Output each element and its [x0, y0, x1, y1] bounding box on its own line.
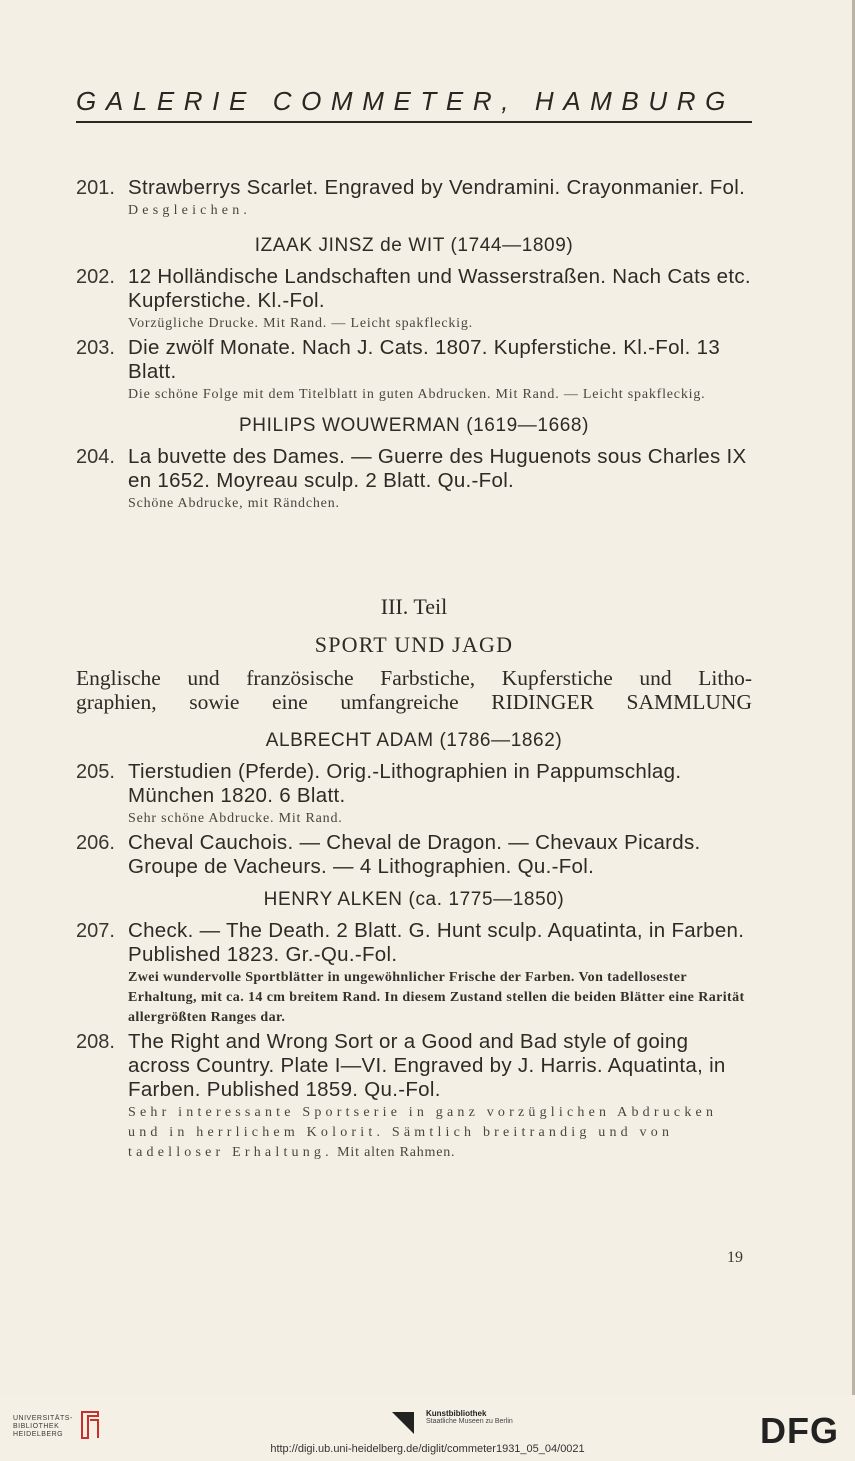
- section-intro: [76, 666, 752, 714]
- catalog-entry-203: [76, 336, 752, 405]
- section-title: SPORT UND JAGD: [314, 632, 514, 657]
- kunstbibliothek-subtitle: Staatliche Museen zu Berlin: [426, 1418, 513, 1425]
- artist-heading-wouwerman: PHILIPS WOUWERMAN (1619—1668): [239, 415, 589, 436]
- entry-note: Zwei wundervolle Sportblätter in ungewöhnlicher Frische der Farben. Von tadellosester Erhaltung, mit ca. 14 cm breitem Rand. In diesem Zustand stellen die beiden Blätter eine Rarität allergrößten Ranges dar.: [128, 970, 745, 1025]
- page-header: GALERIE COMMETER, HAMBURG: [76, 86, 735, 116]
- university-emblem-icon: [78, 1410, 102, 1440]
- entry-note: [128, 1103, 752, 1163]
- catalog-entry-205: [76, 760, 752, 829]
- entry-note: Desgleichen.: [128, 203, 252, 218]
- university-line-3: HEIDELBERG: [13, 1431, 64, 1438]
- university-line-1: UNIVERSITÄTS-: [13, 1415, 73, 1422]
- entry-number: 202.: [76, 266, 115, 288]
- university-line-2: BIBLIOTHEK: [13, 1423, 60, 1430]
- catalog-entry-206: [76, 831, 752, 879]
- kunstbibliothek-name: Kunstbibliothek: [426, 1409, 487, 1418]
- entry-text: Strawberrys Scarlet. Engraved by Vendramini. Crayonmanier. Fol.: [128, 176, 746, 199]
- entry-text: The Right and Wrong Sort or a Good and Bad style of going across Country. Plate I—VI. Engraved by J. Harris. Aquatinta, in Farben. Published 1859. Qu.-Fol.: [128, 1030, 726, 1101]
- entry-number: 204.: [76, 446, 115, 468]
- entry-text: Tierstudien (Pferde). Orig.-Lithographien in Pappumschlag. München 1820. 6 Blatt.: [128, 760, 682, 807]
- dfg-logo: DFG: [760, 1410, 839, 1451]
- page-number: 19: [727, 1249, 743, 1266]
- entry-note: Vorzügliche Drucke. Mit Rand. — Leicht spakfleckig.: [128, 316, 473, 331]
- entry-number: 206.: [76, 832, 115, 854]
- entry-note: Sehr schöne Abdrucke. Mit Rand.: [128, 811, 343, 826]
- entry-text: Die zwölf Monate. Nach J. Cats. 1807. Kupferstiche. Kl.-Fol. 13 Blatt.: [128, 336, 721, 383]
- section-gap: [76, 514, 752, 594]
- artist-heading-adam: ALBRECHT ADAM (1786—1862): [265, 730, 563, 751]
- entry-number: 201.: [76, 177, 115, 199]
- artist-heading-de-wit: IZAAK JINSZ de WIT (1744—1809): [254, 235, 574, 256]
- entry-note: Schöne Abdrucke, mit Rändchen.: [128, 496, 340, 511]
- entry-text: Check. — The Death. 2 Blatt. G. Hunt sculp. Aquatinta, in Farben. Published 1823. Gr.-Qu.-Fol.: [128, 919, 745, 966]
- entry-text: La buvette des Dames. — Guerre des Huguenots sous Charles IX en 1652. Moyreau sculp. 2 Blatt. Qu.-Fol.: [128, 445, 747, 492]
- artist-heading-alken: HENRY ALKEN (ca. 1775—1850): [263, 889, 565, 910]
- catalog-entry-204: [76, 445, 752, 514]
- kunstbibliothek-logo-icon: [392, 1412, 414, 1434]
- part-label: III. Teil: [380, 594, 448, 619]
- catalog-entry-207: [76, 919, 752, 1028]
- entry-number: 207.: [76, 920, 115, 942]
- university-library-logo: [13, 1415, 73, 1439]
- entry-note-spaced: Sehr interessante Sportserie in ganz vorzüglichen Abdrucken und in herrlichem Kolorit. Sämtlich breitrandig und von tadelloser Erhaltung.: [128, 1105, 718, 1160]
- source-url[interactable]: http://digi.ub.uni-heidelberg.de/diglit/commeter1931_05_04/0021: [270, 1443, 585, 1455]
- catalog-content: [76, 176, 752, 1163]
- entry-number: 208.: [76, 1031, 115, 1053]
- entry-text: 12 Holländische Landschaften und Wasserstraßen. Nach Cats etc. Kupferstiche. Kl.-Fol.: [128, 265, 751, 312]
- kunstbibliothek-credit: [426, 1409, 513, 1425]
- section-intro-line-2: graphien, sowie eine umfangreiche RIDINGER SAMMLUNG: [76, 690, 752, 714]
- entry-text: Cheval Cauchois. — Cheval de Dragon. — Chevaux Picards. Groupe de Vacheurs. — 4 Lithographien. Qu.-Fol.: [128, 831, 701, 878]
- section-intro-line-1: Englische und französische Farbstiche, Kupferstiche und Litho-: [76, 666, 752, 690]
- entry-note-tail: Mit alten Rahmen.: [337, 1145, 456, 1160]
- header-rule: [76, 121, 752, 123]
- catalog-entry-202: [76, 265, 752, 334]
- entry-number: 203.: [76, 337, 115, 359]
- catalog-entry-201: [76, 176, 752, 221]
- entry-number: 205.: [76, 761, 115, 783]
- catalog-entry-208: [76, 1030, 752, 1163]
- entry-note: Die schöne Folge mit dem Titelblatt in guten Abdrucken. Mit Rand. — Leicht spakfleckig.: [128, 387, 706, 402]
